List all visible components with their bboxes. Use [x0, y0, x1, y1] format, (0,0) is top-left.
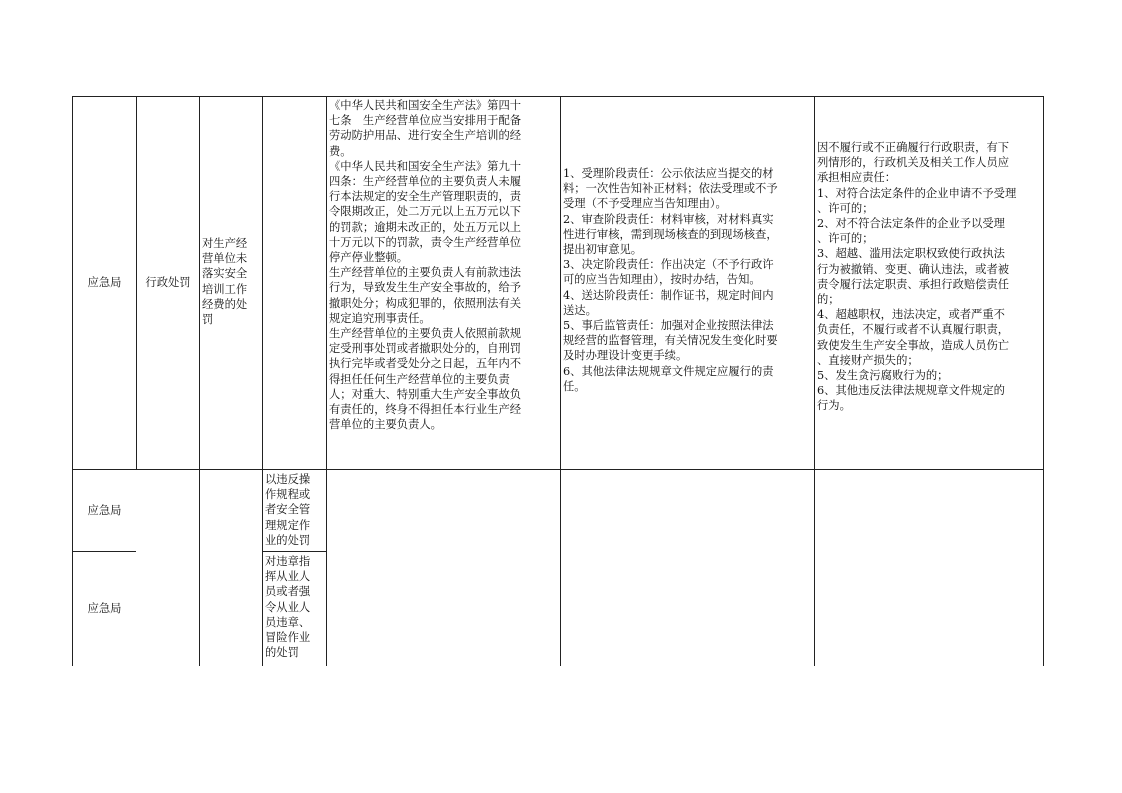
- dept-cell: 应急局: [87, 503, 122, 517]
- legal-basis-cell: 《中华人民共和国安全生产法》第四十 七条 生产经营单位应当安排用于配备 劳动防护用品、进行安全生产培训的经 费。 《中华人民共和国安全生产法》第九十 四条：生产经营单位的主要负责人未履 行本法规定的安全生产管理职责的，责 令限期改正，处二万元以上五万元以下 的罚款；逾期未改正的，处五万元以上 十万元以下的罚款，责令生产经营单位 停产停业整顿。 生产经营单位的主要负责人有前款违法 行为，导致发生生产安全事故的，给予 撤职处分；构成犯罪的，依照刑法有关 规定追究刑事责任。 生产经营单位的主要负责人依照前款规 定受刑事处罚或者撤职处分的，自刑罚 执行完毕或者受处分之日起，五年内不 得担任任何生产经营单位的主要负责 人；对重大、特别重大生产安全事故负 有责任的，终身不得担任本行业生产经 营单位的主要负责人。: [329, 99, 522, 432]
- responsibility-cell: 1、受理阶段责任：公示依法应当提交的材 料；一次性告知补正材料；依法受理或不予 受理（不予受理应当告知理由）。 2、审查阶段责任：材料审核，对材料真实 性进行审核，需到现场核查的到现场核查， 提出初审意见。 3、决定阶段责任：作出决定（不予行政许 可的应当告知理由），按时办结，告知。 4、送达阶段责任：制作证书，规定时间内 送达。 5、事后监管责任：加强对企业按照法律法 规经营的监督管理，有关情况发生变化时要 及时办理设计变更手续。 6、其他法律法规规章文件规定应履行的责 任。: [563, 167, 778, 393]
- sub-item-cell: 以违反操 作规程或 者安全管 理规定作 业的处罚: [265, 473, 311, 547]
- dept-cell: 应急局: [87, 602, 122, 616]
- grid-line: [199, 96, 200, 666]
- category-cell: 行政处罚: [145, 276, 191, 290]
- grid-line: [72, 96, 1044, 97]
- item-name-cell: 对生产经 营单位未 落实安全 培训工作 经费的处 罚: [202, 237, 248, 327]
- grid-line: [326, 96, 327, 666]
- grid-line: [1043, 96, 1044, 666]
- grid-line: [72, 469, 1044, 470]
- dept-cell: 应急局: [87, 276, 122, 290]
- accountability-cell: 因不履行或不正确履行行政职责，有下 列情形的，行政机关及相关工作人员应 承担相应责任： 1、对符合法定条件的企业申请不予受理 、许可的； 2、对不符合法定条件的企业予以受理 、许可的； 3、超越、滥用法定职权致使行政执法 行为被撤销、变更、确认违法，或者被 责令履行法定职责、承担行政赔偿责任 的； 4、超越职权，违法决定，或者严重不 负责任，不履行或者不认真履行职责， 致使发生生产安全事故，造成人员伤亡 、直接财产损失的； 5、发生贪污腐败行为的； 6、其他违反法律法规规章文件规定的 行为。: [817, 141, 1017, 413]
- grid-line: [262, 96, 263, 666]
- grid-line: [262, 551, 326, 552]
- sub-item-cell: [265, 100, 325, 460]
- sub-item-cell: 对违章指 挥从业人 员或者强 令从业人 员违章、 冒险作业 的处罚: [265, 555, 311, 660]
